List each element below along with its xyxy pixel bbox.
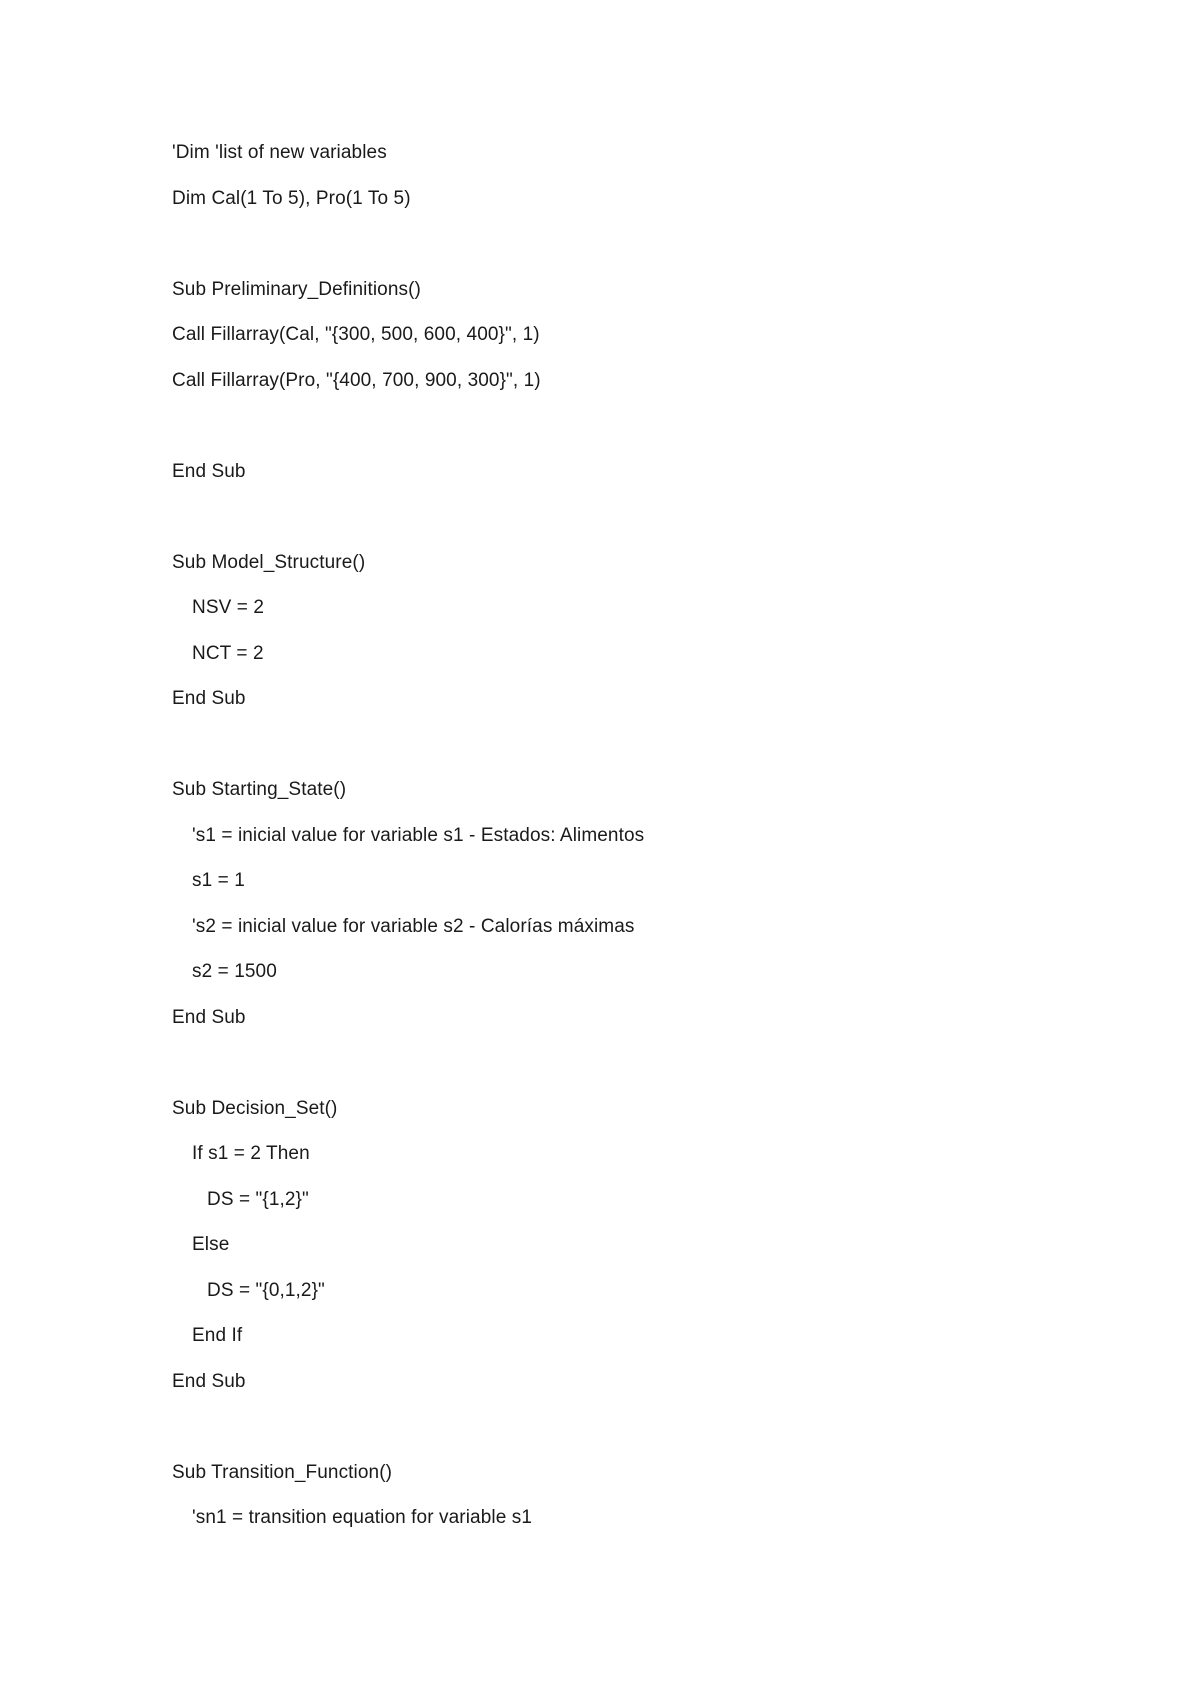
code-line: Sub Preliminary_Definitions() [172, 278, 421, 300]
code-line: Sub Model_Structure() [172, 551, 366, 573]
code-line: End Sub [172, 1370, 246, 1392]
code-line: End Sub [172, 688, 246, 709]
code-line: Call Fillarray(Pro, "{400, 700, 900, 300}", 1) [172, 369, 541, 391]
code-line: 's2 = inicial value for variable s2 - Calorías máximas [192, 915, 635, 937]
code-line: End If [192, 1325, 243, 1346]
code-line: Sub Decision_Set() [172, 1097, 338, 1119]
blank-line [172, 414, 1140, 460]
code-line: 'Dim 'list of new variables [172, 142, 387, 163]
code-line: 'sn1 = transition equation for variable s1 [192, 1507, 533, 1528]
blank-line [172, 1415, 1140, 1461]
code-line: Else [192, 1234, 230, 1255]
code-line: NCT = 2 [192, 642, 264, 664]
code-line: Sub Starting_State() [172, 779, 347, 800]
code-line: Sub Transition_Function() [172, 1461, 393, 1483]
blank-line [172, 232, 1140, 278]
code-line: s1 = 1 [192, 870, 245, 891]
code-line: DS = "{0,1,2}" [207, 1279, 325, 1301]
code-line: s2 = 1500 [192, 961, 277, 982]
code-line: End Sub [172, 460, 246, 482]
blank-line [172, 1051, 1140, 1097]
blank-line [172, 505, 1140, 551]
code-line: End Sub [172, 1006, 246, 1028]
code-line: 's1 = inicial value for variable s1 - Estados: Alimentos [192, 824, 645, 846]
code-line: NSV = 2 [192, 597, 264, 618]
code-line: Dim Cal(1 To 5), Pro(1 To 5) [172, 187, 411, 209]
blank-line [172, 733, 1140, 779]
code-line: If s1 = 2 Then [192, 1143, 310, 1164]
code-line: Call Fillarray(Cal, "{300, 500, 600, 400}", 1) [172, 324, 540, 345]
code-line: DS = "{1,2}" [207, 1188, 309, 1210]
code-listing [172, 141, 1140, 1552]
